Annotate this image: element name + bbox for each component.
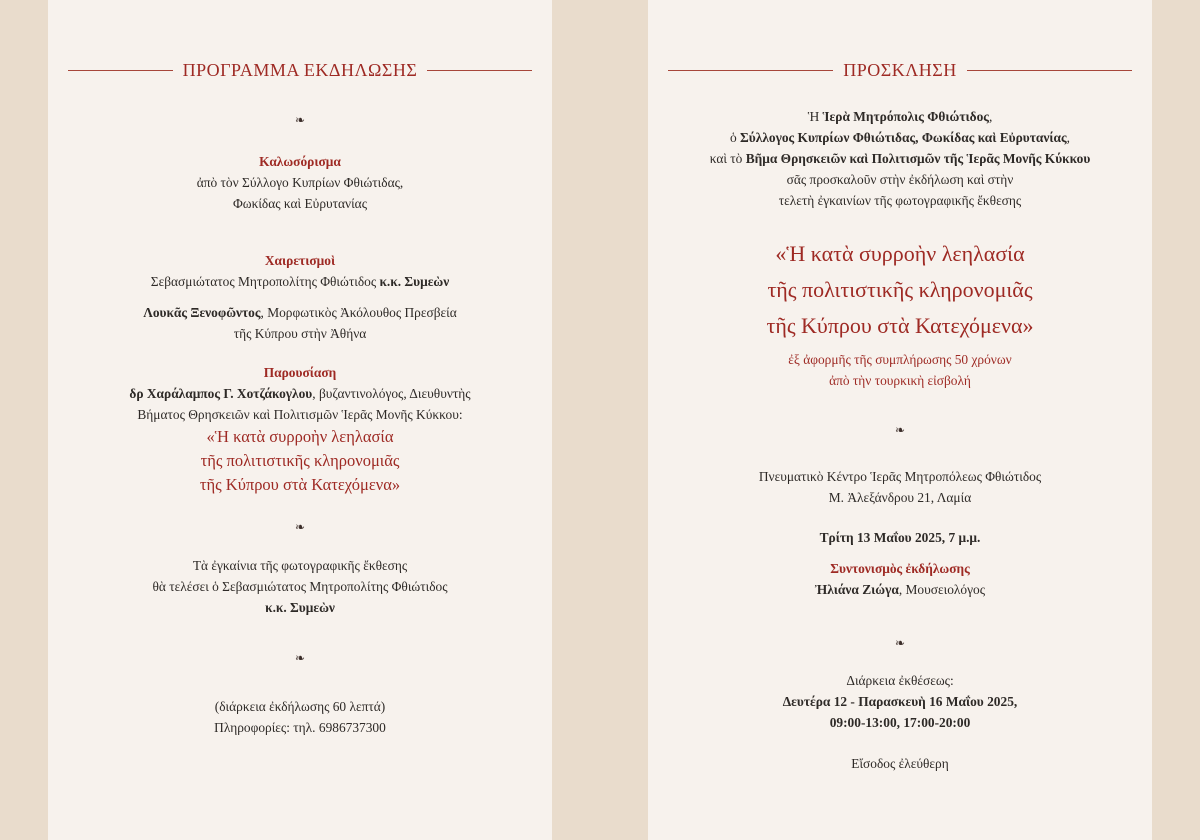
inauguration-line: θὰ τελέσει ὁ Σεβασμιώτατος Μητροπολίτης Φθιώτιδος	[152, 579, 448, 594]
program-heading-row	[68, 60, 532, 81]
intro-text: καὶ τὸ	[709, 151, 746, 166]
welcome-title: Καλωσόρισμα	[259, 154, 341, 169]
greetings-title: Χαιρετισμοὶ	[264, 253, 336, 268]
presenter-role: , βυζαντινολόγος, Διευθυντὴς	[312, 386, 471, 401]
venue-line: Μ. Ἀλεξάνδρου 21, Λαμία	[828, 490, 972, 505]
invitation-heading-row	[668, 60, 1132, 81]
coordinator-line	[648, 579, 1152, 600]
fleuron-icon: ❧	[294, 113, 306, 127]
phone-info: Πληροφορίες: τηλ. 6986737300	[214, 720, 386, 735]
greetings-line-1	[48, 271, 552, 292]
greetings-section	[48, 250, 552, 344]
subtitle-line: ἀπὸ τὴν τουρκικὴ εἰσβολή	[829, 373, 971, 388]
inauguration-line: Τὰ ἐγκαίνια τῆς φωτογραφικῆς ἔκθεσης	[192, 558, 408, 573]
intro-text: ,	[988, 109, 993, 124]
inauguration-section	[48, 555, 552, 618]
heading-rule-left	[668, 70, 833, 71]
invitation-heading: ΠΡΟΣΚΛΗΣΗ	[843, 60, 957, 80]
intro-line-2	[648, 127, 1152, 148]
duration-dates: Δευτέρα 12 - Παρασκευὴ 16 Μαΐου 2025,	[782, 694, 1018, 709]
presentation-line-1	[48, 383, 552, 404]
intro-bold: Βῆμα Θρησκειῶν καὶ Πολιτισμῶν τῆς Ἱερᾶς Μονῆς Κύκκου	[745, 151, 1091, 166]
coordination-section	[648, 558, 1152, 600]
greetings-line-2	[48, 302, 552, 323]
venue-section	[648, 466, 1152, 508]
subtitle-line: ἐξ ἀφορμῆς τῆς συμπλήρωσης 50 χρόνων	[788, 352, 1012, 367]
quote-line: τῆς Κύπρου στὰ Κατεχόμενα»	[199, 475, 401, 494]
greetings-text: Σεβασμιώτατος Μητροπολίτης Φθιώτιδος	[150, 274, 380, 289]
invitation-panel	[648, 0, 1152, 840]
title-line: «Ἡ κατὰ συρροὴν λεηλασία	[775, 241, 1025, 266]
intro-line-5: τελετὴ ἐγκαινίων τῆς φωτογραφικῆς ἔκθεσης	[778, 193, 1022, 208]
duration-label: Διάρκεια ἐκθέσεως:	[846, 673, 954, 688]
intro-text: ὁ	[730, 130, 741, 145]
duration-section	[648, 670, 1152, 733]
fleuron-icon: ❧	[894, 423, 906, 437]
entry-note: Εἴσοδος ἐλεύθερη	[851, 756, 949, 771]
welcome-section	[48, 151, 552, 214]
intro-bold: Ἱερὰ Μητρόπολις Φθιώτιδος	[822, 109, 989, 124]
greetings-bold: κ.κ. Συμεὼν	[379, 274, 450, 289]
program-panel	[48, 0, 552, 840]
title-line: τῆς Κύπρου στὰ Κατεχόμενα»	[766, 313, 1034, 338]
heading-rule-left	[68, 70, 173, 71]
program-heading: ΠΡΟΓΡΑΜΜΑ ΕΚΔΗΛΩΣΗΣ	[182, 60, 418, 80]
duration-hours: 09:00-13:00, 17:00-20:00	[829, 715, 971, 730]
intro-line-1	[648, 106, 1152, 127]
title-line: τῆς πολιτιστικῆς κληρονομιᾶς	[767, 277, 1033, 302]
presenter-name: δρ Χαράλαμπος Γ. Χοτζάκογλου	[129, 386, 313, 401]
heading-rule-right	[967, 70, 1132, 71]
greetings-text: , Μορφωτικὸς Ἀκόλουθος Πρεσβεία	[260, 305, 457, 320]
exhibition-subtitle	[648, 349, 1152, 391]
coordinator-role: , Μουσειολόγος	[898, 582, 985, 597]
presentation-line-2: Βήματος Θρησκειῶν καὶ Πολιτισμῶν Ἱερᾶς Μονῆς Κύκκου:	[137, 407, 463, 422]
welcome-line: Φωκίδας καὶ Εὐρυτανίας	[232, 196, 368, 211]
intro-text: Ἡ	[807, 109, 823, 124]
coordination-title: Συντονισμὸς ἐκδήλωσης	[830, 561, 970, 576]
heading-rule-right	[427, 70, 532, 71]
greetings-bold: Λουκᾶς Ξενοφῶντος	[143, 305, 261, 320]
venue-line: Πνευματικὸ Κέντρο Ἱερᾶς Μητροπόλεως Φθιώτιδος	[758, 469, 1042, 484]
inauguration-bold: κ.κ. Συμεὼν	[265, 600, 335, 615]
presentation-quote	[48, 425, 552, 497]
intro-text: ,	[1066, 130, 1070, 145]
intro-section	[648, 106, 1152, 211]
welcome-line: ἀπὸ τὸν Σύλλογο Κυπρίων Φθιώτιδας,	[196, 175, 404, 190]
fleuron-icon: ❧	[894, 636, 906, 650]
intro-line-4: σᾶς προσκαλοῦν στὴν ἐκδήλωση καὶ στὴν	[786, 172, 1014, 187]
quote-line: τῆς πολιτιστικῆς κληρονομιᾶς	[200, 451, 400, 470]
greetings-line-3: τῆς Κύπρου στὴν Ἀθήνα	[233, 326, 367, 341]
exhibition-title	[648, 236, 1152, 344]
event-date: Τρίτη 13 Μαΐου 2025, 7 μ.μ.	[819, 530, 981, 545]
quote-line: «Ἡ κατὰ συρροὴν λεηλασία	[206, 427, 394, 446]
duration-note: (διάρκεια ἐκδήλωσης 60 λεπτά)	[214, 699, 386, 714]
intro-bold: Σύλλογος Κυπρίων Φθιώτιδας, Φωκίδας καὶ Εὐρυτανίας	[740, 130, 1067, 145]
presentation-section	[48, 362, 552, 497]
fleuron-icon: ❧	[294, 520, 306, 534]
presentation-title: Παρουσίαση	[263, 365, 337, 380]
fleuron-icon: ❧	[294, 651, 306, 665]
intro-line-3	[648, 148, 1152, 169]
info-section	[48, 696, 552, 738]
coordinator-name: Ἠλιάνα Ζιώγα	[814, 582, 899, 597]
